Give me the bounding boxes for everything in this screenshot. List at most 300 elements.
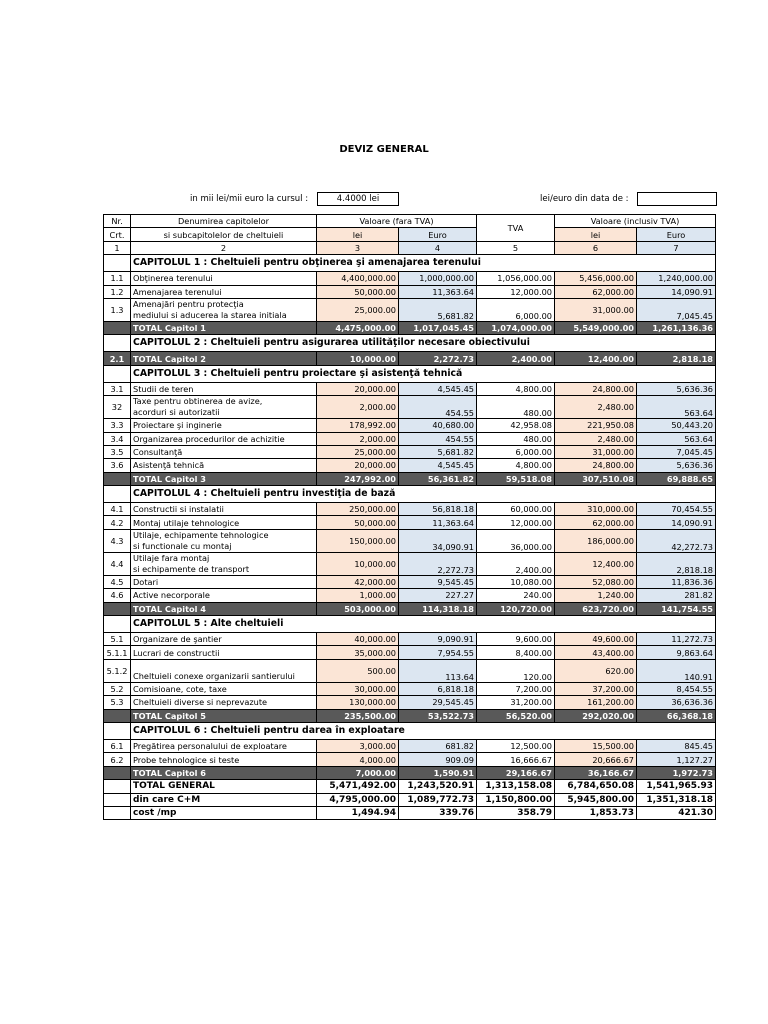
col-number: 5 <box>477 241 555 254</box>
total-nr: 2.1 <box>104 352 131 365</box>
chapter-total-row <box>104 352 716 365</box>
chapter-total-row <box>104 472 716 485</box>
grand-nr <box>104 793 131 806</box>
total-nr <box>104 709 131 722</box>
grand-value: 1,853.73 <box>555 806 637 819</box>
grand-value: 4,795,000.00 <box>317 793 399 806</box>
table-row <box>104 659 716 682</box>
grand-value: 1,089,772.73 <box>399 793 477 806</box>
header-euro: Euro <box>637 228 716 241</box>
row-value: 42,000.00 <box>317 575 399 588</box>
table-row <box>104 633 716 646</box>
total-nr <box>104 321 131 334</box>
row-name-line: mediului si aducerea la starea initiala <box>133 309 287 320</box>
row-name <box>131 552 317 575</box>
row-value: 227.27 <box>399 589 477 602</box>
row-value: 20,000.00 <box>317 382 399 395</box>
row-value: 29,545.45 <box>399 696 477 709</box>
grand-nr <box>104 806 131 819</box>
row-value: 9,863.64 <box>637 646 716 659</box>
row-value: 49,600.00 <box>555 633 637 646</box>
total-value: 2,400.00 <box>477 352 555 365</box>
row-name: Dotari <box>131 575 317 588</box>
row-value: 10,000.00 <box>317 552 399 575</box>
row-value: 7,045.45 <box>637 445 716 458</box>
total-label: TOTAL Capitol 4 <box>131 602 317 615</box>
total-value: 1,074,000.00 <box>477 321 555 334</box>
grand-value: 5,471,492.00 <box>317 780 399 793</box>
chapter-total-row <box>104 602 716 615</box>
row-value: 50,000.00 <box>317 516 399 529</box>
row-value: 140.91 <box>637 659 716 682</box>
row-value: 8,400.00 <box>477 646 555 659</box>
row-value: 12,000.00 <box>477 516 555 529</box>
row-value: 31,000.00 <box>555 298 637 321</box>
row-nr: 4.2 <box>104 516 131 529</box>
table-row <box>104 445 716 458</box>
row-value: 40,680.00 <box>399 419 477 432</box>
row-value: 31,000.00 <box>555 445 637 458</box>
budget-table <box>103 214 716 820</box>
row-value: 35,000.00 <box>317 646 399 659</box>
total-label: TOTAL Capitol 3 <box>131 472 317 485</box>
row-value: 52,080.00 <box>555 575 637 588</box>
col-number: 6 <box>555 241 637 254</box>
row-value: 480.00 <box>477 432 555 445</box>
row-value: 24,800.00 <box>555 459 637 472</box>
row-value: 3,000.00 <box>317 739 399 752</box>
header-denumire: Denumirea capitolelor <box>131 215 317 228</box>
total-value: 114,318.18 <box>399 602 477 615</box>
grand-value: 6,784,650.08 <box>555 780 637 793</box>
grand-value: 1,494.94 <box>317 806 399 819</box>
table-row <box>104 459 716 472</box>
row-nr: 3.1 <box>104 382 131 395</box>
row-value: 7,954.55 <box>399 646 477 659</box>
table-row <box>104 646 716 659</box>
row-value: 2,480.00 <box>555 396 637 419</box>
table-row <box>104 503 716 516</box>
row-value: 2,272.73 <box>399 552 477 575</box>
total-value: 36,166.67 <box>555 766 637 779</box>
total-label: TOTAL Capitol 2 <box>131 352 317 365</box>
chapter-nr <box>104 255 131 272</box>
grand-nr <box>104 780 131 793</box>
row-name-line: Cheltuieli conexe organizarii santierului <box>133 670 295 681</box>
chapter-title: CAPITOLUL 3 : Cheltuieli pentru proiectare şi asistenţă tehnică <box>131 365 716 382</box>
row-nr: 5.3 <box>104 696 131 709</box>
row-value: 150,000.00 <box>317 529 399 552</box>
row-value: 11,836.36 <box>637 575 716 588</box>
row-value: 9,090.91 <box>399 633 477 646</box>
row-value: 12,400.00 <box>555 552 637 575</box>
chapter-total-row <box>104 321 716 334</box>
table-row <box>104 396 716 419</box>
row-value: 4,800.00 <box>477 459 555 472</box>
row-value: 8,454.55 <box>637 682 716 695</box>
row-nr: 3.4 <box>104 432 131 445</box>
row-name: Organizare de şantier <box>131 633 317 646</box>
row-value: 36,000.00 <box>477 529 555 552</box>
row-value: 36,636.36 <box>637 696 716 709</box>
row-name <box>131 298 317 321</box>
total-value: 53,522.73 <box>399 709 477 722</box>
chapter-total-row <box>104 766 716 779</box>
row-nr: 3.6 <box>104 459 131 472</box>
row-value: 7,045.45 <box>637 298 716 321</box>
row-value: 62,000.00 <box>555 285 637 298</box>
header-valoare-fara-tva: Valoare (fara TVA) <box>317 215 477 228</box>
table-row <box>104 432 716 445</box>
row-value: 11,363.64 <box>399 285 477 298</box>
row-value: 2,480.00 <box>555 432 637 445</box>
table-row <box>104 529 716 552</box>
table-row <box>104 739 716 752</box>
table-row <box>104 516 716 529</box>
row-value: 70,454.55 <box>637 503 716 516</box>
row-value: 4,400,000.00 <box>317 272 399 285</box>
row-nr: 5.1.1 <box>104 646 131 659</box>
row-nr: 5.1.2 <box>104 659 131 682</box>
row-name <box>131 659 317 682</box>
chapter-row <box>104 255 716 272</box>
row-value: 4,545.45 <box>399 459 477 472</box>
total-nr <box>104 766 131 779</box>
total-value: 2,272.73 <box>399 352 477 365</box>
row-value: 25,000.00 <box>317 445 399 458</box>
row-value: 120.00 <box>477 659 555 682</box>
row-value: 42,958.08 <box>477 419 555 432</box>
grand-value: 1,351,318.18 <box>637 793 716 806</box>
total-label: TOTAL Capitol 1 <box>131 321 317 334</box>
row-nr: 1.2 <box>104 285 131 298</box>
row-value: 161,200.00 <box>555 696 637 709</box>
row-value: 681.82 <box>399 739 477 752</box>
row-value: 281.82 <box>637 589 716 602</box>
row-nr: 4.6 <box>104 589 131 602</box>
row-name: Proiectare şi inginerie <box>131 419 317 432</box>
row-nr: 4.1 <box>104 503 131 516</box>
row-value: 5,456,000.00 <box>555 272 637 285</box>
total-value: 12,400.00 <box>555 352 637 365</box>
chapter-title: CAPITOLUL 5 : Alte cheltuieli <box>131 616 716 633</box>
row-value: 16,666.67 <box>477 753 555 766</box>
total-value: 141,754.55 <box>637 602 716 615</box>
total-value: 247,992.00 <box>317 472 399 485</box>
row-name: Montaj utilaje tehnologice <box>131 516 317 529</box>
row-value: 11,363.64 <box>399 516 477 529</box>
row-name: Cheltuieli diverse si neprevazute <box>131 696 317 709</box>
total-value: 29,166.67 <box>477 766 555 779</box>
total-value: 69,888.65 <box>637 472 716 485</box>
row-value: 1,127.27 <box>637 753 716 766</box>
row-value: 14,090.91 <box>637 285 716 298</box>
row-name <box>131 396 317 419</box>
grand-label: cost /mp <box>131 806 317 819</box>
row-value: 5,681.82 <box>399 298 477 321</box>
header-tva: TVA <box>477 215 555 242</box>
row-value: 9,545.45 <box>399 575 477 588</box>
table-row <box>104 575 716 588</box>
row-value: 37,200.00 <box>555 682 637 695</box>
row-value: 6,818.18 <box>399 682 477 695</box>
row-value: 5,636.36 <box>637 382 716 395</box>
header-nr: Nr. <box>104 215 131 228</box>
row-name-line: si echipamente de transport <box>133 563 250 574</box>
row-value: 30,000.00 <box>317 682 399 695</box>
grand-value: 1,313,158.08 <box>477 780 555 793</box>
row-value: 1,000,000.00 <box>399 272 477 285</box>
row-name: Asistenţă tehnică <box>131 459 317 472</box>
row-name-line: acorduri si autorizatii <box>133 407 220 418</box>
chapter-row <box>104 365 716 382</box>
row-value: 178,992.00 <box>317 419 399 432</box>
row-value: 1,056,000.00 <box>477 272 555 285</box>
row-value: 6,000.00 <box>477 445 555 458</box>
row-value: 43,400.00 <box>555 646 637 659</box>
row-value: 4,000.00 <box>317 753 399 766</box>
row-name-line: Amenajări pentru protecţia <box>133 298 244 309</box>
row-name: Constructii si instalatii <box>131 503 317 516</box>
row-value: 310,000.00 <box>555 503 637 516</box>
row-value: 6,000.00 <box>477 298 555 321</box>
total-value: 2,818.18 <box>637 352 716 365</box>
total-value: 1,261,136.36 <box>637 321 716 334</box>
total-value: 292,020.00 <box>555 709 637 722</box>
row-value: 42,272.73 <box>637 529 716 552</box>
row-name-line: Taxe pentru obtinerea de avize, <box>133 396 263 407</box>
row-value: 221,950.08 <box>555 419 637 432</box>
row-value: 130,000.00 <box>317 696 399 709</box>
chapter-nr <box>104 722 131 739</box>
row-value: 186,000.00 <box>555 529 637 552</box>
total-nr <box>104 472 131 485</box>
chapter-nr <box>104 335 131 352</box>
row-value: 50,443.20 <box>637 419 716 432</box>
row-nr: 1.3 <box>104 298 131 321</box>
total-value: 120,720.00 <box>477 602 555 615</box>
table-row <box>104 552 716 575</box>
row-nr: 4.4 <box>104 552 131 575</box>
row-value: 14,090.91 <box>637 516 716 529</box>
chapter-row <box>104 616 716 633</box>
row-name: Pregătirea personalului de exploatare <box>131 739 317 752</box>
row-value: 1,240,000.00 <box>637 272 716 285</box>
exchange-rate-field[interactable]: 4.4000 lei <box>317 192 399 206</box>
chapter-title: CAPITOLUL 1 : Cheltuieli pentru obţinerea şi amenajarea terenului <box>131 255 716 272</box>
row-value: 620.00 <box>555 659 637 682</box>
chapter-nr <box>104 616 131 633</box>
row-name-line: si functionale cu montaj <box>133 540 232 551</box>
row-name: Lucrari de constructii <box>131 646 317 659</box>
table-row <box>104 696 716 709</box>
row-value: 31,200.00 <box>477 696 555 709</box>
row-value: 12,000.00 <box>477 285 555 298</box>
row-value: 12,500.00 <box>477 739 555 752</box>
row-nr: 4.5 <box>104 575 131 588</box>
row-value: 563.64 <box>637 432 716 445</box>
total-value: 59,518.08 <box>477 472 555 485</box>
total-value: 7,000.00 <box>317 766 399 779</box>
row-name-line: Utilaje fara montaj <box>133 552 210 563</box>
row-value: 20,000.00 <box>317 459 399 472</box>
row-value: 25,000.00 <box>317 298 399 321</box>
total-label: TOTAL Capitol 6 <box>131 766 317 779</box>
row-value: 2,000.00 <box>317 432 399 445</box>
total-value: 4,475,000.00 <box>317 321 399 334</box>
total-nr <box>104 602 131 615</box>
total-value: 66,368.18 <box>637 709 716 722</box>
row-value: 11,272.73 <box>637 633 716 646</box>
rate-date-label: lei/euro din data de : <box>540 194 629 204</box>
grand-value: 5,945,800.00 <box>555 793 637 806</box>
row-name: Obţinerea terenului <box>131 272 317 285</box>
row-nr: 4.3 <box>104 529 131 552</box>
col-number: 2 <box>131 241 317 254</box>
total-value: 1,017,045.45 <box>399 321 477 334</box>
exchange-rate-label: in mii lei/mii euro la cursul : <box>190 194 309 204</box>
row-value: 454.55 <box>399 396 477 419</box>
row-value: 4,545.45 <box>399 382 477 395</box>
row-value: 60,000.00 <box>477 503 555 516</box>
row-name: Studii de teren <box>131 382 317 395</box>
row-value: 909.09 <box>399 753 477 766</box>
row-value: 62,000.00 <box>555 516 637 529</box>
table-row <box>104 589 716 602</box>
grand-value: 421.30 <box>637 806 716 819</box>
row-name: Consultanţă <box>131 445 317 458</box>
row-name <box>131 529 317 552</box>
table-row <box>104 285 716 298</box>
grand-value: 339.76 <box>399 806 477 819</box>
row-name: Active necorporale <box>131 589 317 602</box>
grand-value: 1,150,800.00 <box>477 793 555 806</box>
grand-total-row <box>104 806 716 819</box>
row-value: 480.00 <box>477 396 555 419</box>
grand-total-row <box>104 780 716 793</box>
row-value: 454.55 <box>399 432 477 445</box>
row-value: 10,080.00 <box>477 575 555 588</box>
budget-table-body <box>104 255 716 820</box>
row-nr: 6.2 <box>104 753 131 766</box>
grand-label: TOTAL GENERAL <box>131 780 317 793</box>
table-row <box>104 419 716 432</box>
chapter-title: CAPITOLUL 6 : Cheltuieli pentru darea în exploatare <box>131 722 716 739</box>
total-value: 503,000.00 <box>317 602 399 615</box>
total-value: 307,510.08 <box>555 472 637 485</box>
row-value: 24,800.00 <box>555 382 637 395</box>
total-value: 5,549,000.00 <box>555 321 637 334</box>
row-nr: 5.2 <box>104 682 131 695</box>
grand-label: din care C+M <box>131 793 317 806</box>
row-value: 563.64 <box>637 396 716 419</box>
row-value: 500.00 <box>317 659 399 682</box>
row-value: 40,000.00 <box>317 633 399 646</box>
row-value: 5,681.82 <box>399 445 477 458</box>
header-lei: lei <box>317 228 399 241</box>
chapter-nr <box>104 486 131 503</box>
row-value: 5,636.36 <box>637 459 716 472</box>
total-value: 10,000.00 <box>317 352 399 365</box>
header-euro: Euro <box>399 228 477 241</box>
row-value: 2,000.00 <box>317 396 399 419</box>
row-nr: 3.5 <box>104 445 131 458</box>
col-number: 4 <box>399 241 477 254</box>
row-name-line: Utilaje, echipamente tehnologice <box>133 529 269 540</box>
row-value: 1,240.00 <box>555 589 637 602</box>
row-value: 250,000.00 <box>317 503 399 516</box>
row-value: 56,818.18 <box>399 503 477 516</box>
col-number: 3 <box>317 241 399 254</box>
table-row <box>104 753 716 766</box>
row-value: 20,666.67 <box>555 753 637 766</box>
row-value: 9,600.00 <box>477 633 555 646</box>
row-name: Comisioane, cote, taxe <box>131 682 317 695</box>
row-value: 4,800.00 <box>477 382 555 395</box>
row-nr: 1.1 <box>104 272 131 285</box>
total-value: 1,972.73 <box>637 766 716 779</box>
row-name-line <box>133 660 314 671</box>
chapter-title: CAPITOLUL 4 : Cheltuieli pentru investiţia de bază <box>131 486 716 503</box>
row-value: 2,400.00 <box>477 552 555 575</box>
table-row <box>104 682 716 695</box>
row-value: 845.45 <box>637 739 716 752</box>
chapter-nr <box>104 365 131 382</box>
total-value: 235,500.00 <box>317 709 399 722</box>
row-nr: 6.1 <box>104 739 131 752</box>
header-lei: lei <box>555 228 637 241</box>
rate-date-field[interactable] <box>637 192 717 206</box>
header-crt: Crt. <box>104 228 131 241</box>
chapter-row <box>104 486 716 503</box>
row-value: 7,200.00 <box>477 682 555 695</box>
row-name: Probe tehnologice si teste <box>131 753 317 766</box>
chapter-total-row <box>104 709 716 722</box>
table-row <box>104 298 716 321</box>
col-number: 1 <box>104 241 131 254</box>
grand-value: 1,243,520.91 <box>399 780 477 793</box>
grand-value: 1,541,965.93 <box>637 780 716 793</box>
row-value: 1,000.00 <box>317 589 399 602</box>
row-value: 240.00 <box>477 589 555 602</box>
total-label: TOTAL Capitol 5 <box>131 709 317 722</box>
row-value: 15,500.00 <box>555 739 637 752</box>
row-nr: 32 <box>104 396 131 419</box>
col-number: 7 <box>637 241 716 254</box>
table-row <box>104 382 716 395</box>
table-row <box>104 272 716 285</box>
chapter-row <box>104 722 716 739</box>
header-denumire-sub: si subcapitolelor de cheltuieli <box>131 228 317 241</box>
grand-value: 358.79 <box>477 806 555 819</box>
row-name: Organizarea procedurilor de achizitie <box>131 432 317 445</box>
total-value: 56,361.82 <box>399 472 477 485</box>
row-value: 113.64 <box>399 659 477 682</box>
row-value: 2,818.18 <box>637 552 716 575</box>
row-nr: 3.3 <box>104 419 131 432</box>
total-value: 56,520.00 <box>477 709 555 722</box>
header-valoare-inclusiv-tva: Valoare (inclusiv TVA) <box>555 215 716 228</box>
total-value: 1,590.91 <box>399 766 477 779</box>
row-nr: 5.1 <box>104 633 131 646</box>
row-value: 34,090.91 <box>399 529 477 552</box>
grand-total-row <box>104 793 716 806</box>
chapter-row <box>104 335 716 352</box>
chapter-title: CAPITOLUL 2 : Cheltuieli pentru asigurarea utilităţilor necesare obiectivului <box>131 335 716 352</box>
row-name: Amenajarea terenului <box>131 285 317 298</box>
page-title: DEVIZ GENERAL <box>339 144 429 155</box>
row-value: 50,000.00 <box>317 285 399 298</box>
